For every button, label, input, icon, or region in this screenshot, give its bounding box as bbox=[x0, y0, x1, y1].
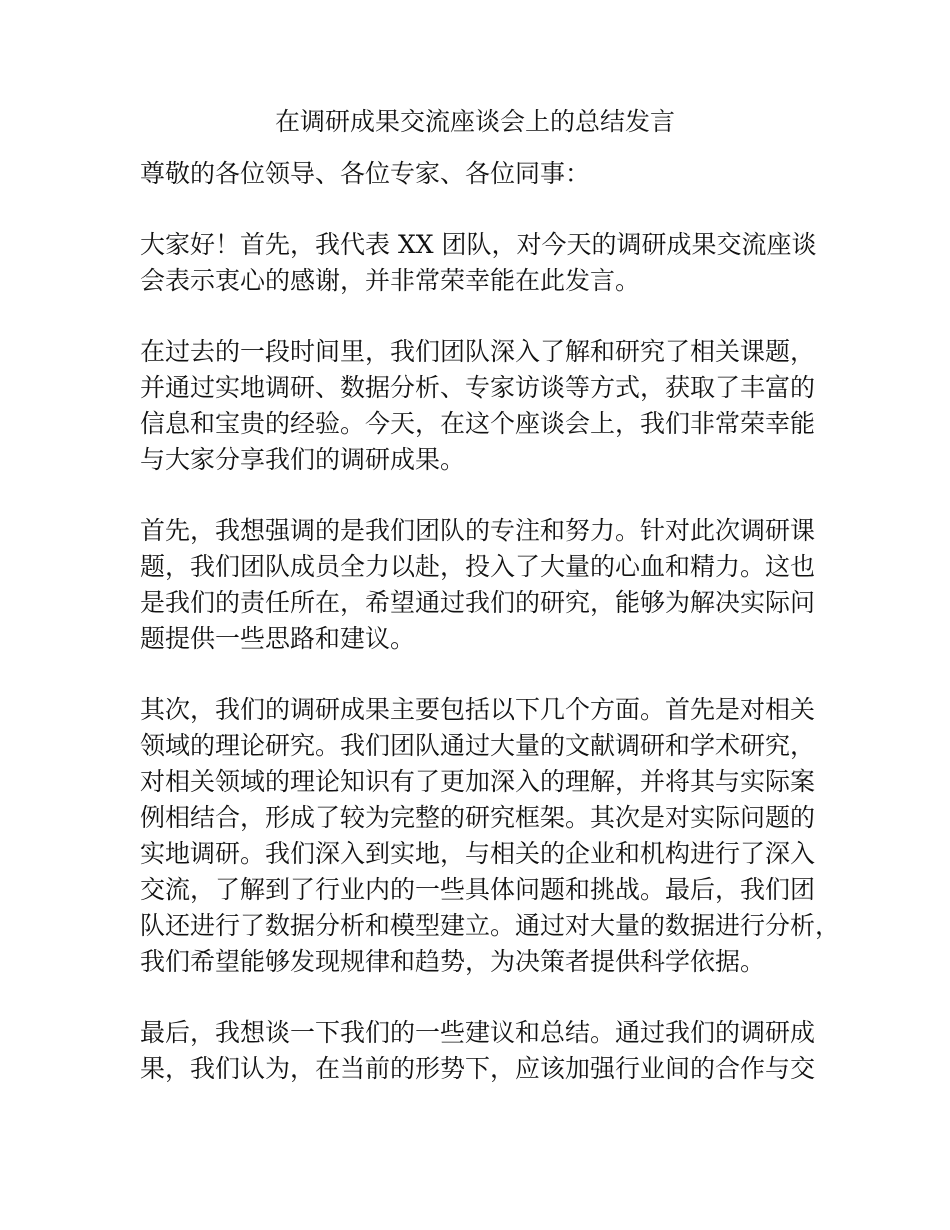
paragraph-line: 与大家分享我们的调研成果。 bbox=[140, 445, 466, 474]
paragraph-line: 是我们的责任所在，希望通过我们的研究，能够为解决实际问 bbox=[140, 588, 816, 617]
paragraph-line: 并通过实地调研、数据分析、专家访谈等方式，获取了丰富的 bbox=[140, 373, 816, 402]
paragraph-line: 题提供一些思路和建议。 bbox=[140, 624, 416, 653]
paragraph-line: 最后，我想谈一下我们的一些建议和总结。通过我们的调研成 bbox=[140, 1018, 816, 1047]
document-title: 在调研成果交流座谈会上的总结发言 bbox=[274, 107, 675, 136]
paragraph-line: 首先，我想强调的是我们团队的专注和努力。针对此次调研课 bbox=[140, 516, 816, 545]
paragraph-gap bbox=[140, 657, 830, 692]
document-body bbox=[140, 156, 841, 1087]
paragraph-line: 例相结合，形成了较为完整的研究框架。其次是对实际问题的 bbox=[140, 803, 816, 832]
paragraph-gap bbox=[140, 980, 830, 1015]
paragraph-line: 领域的理论研究。我们团队通过大量的文献调研和学术研究， bbox=[140, 731, 816, 760]
paragraph-line: 大家好！首先，我代表 XX 团队，对今天的调研成果交流座谈 bbox=[140, 230, 817, 259]
paragraph-gap bbox=[140, 299, 830, 334]
paragraph-line: 在过去的一段时间里，我们团队深入了解和研究了相关课题， bbox=[140, 337, 816, 366]
paragraph-4 bbox=[140, 692, 841, 980]
salutation: 尊敬的各位领导、各位专家、各位同事： bbox=[140, 159, 591, 188]
paragraph-line: 我们希望能够发现规律和趋势，为决策者提供科学依据。 bbox=[140, 947, 766, 976]
paragraph-gap bbox=[140, 478, 830, 513]
paragraph-line: 交流，了解到了行业内的一些具体问题和挑战。最后，我们团 bbox=[140, 875, 816, 904]
paragraph-gap bbox=[140, 192, 830, 227]
paragraph-1 bbox=[140, 227, 830, 299]
paragraph-line: 实地调研。我们深入到实地，与相关的企业和机构进行了深入 bbox=[140, 839, 816, 868]
paragraph-line: 队还进行了数据分析和模型建立。通过对大量的数据进行分析， bbox=[140, 911, 841, 940]
paragraph-2 bbox=[140, 334, 830, 478]
paragraph-line: 题，我们团队成员全力以赴，投入了大量的心血和精力。这也 bbox=[140, 552, 816, 581]
paragraph-line: 果，我们认为，在当前的形势下，应该加强行业间的合作与交 bbox=[140, 1054, 816, 1083]
paragraph-line: 其次，我们的调研成果主要包括以下几个方面。首先是对相关 bbox=[140, 695, 816, 724]
paragraph-line: 会表示衷心的感谢，并非常荣幸能在此发言。 bbox=[140, 266, 641, 295]
paragraph-3 bbox=[140, 513, 830, 657]
paragraph-5 bbox=[140, 1015, 830, 1087]
paragraph-line: 对相关领域的理论知识有了更加深入的理解，并将其与实际案 bbox=[140, 767, 816, 796]
paragraph-line: 信息和宝贵的经验。今天，在这个座谈会上，我们非常荣幸能 bbox=[140, 409, 816, 438]
